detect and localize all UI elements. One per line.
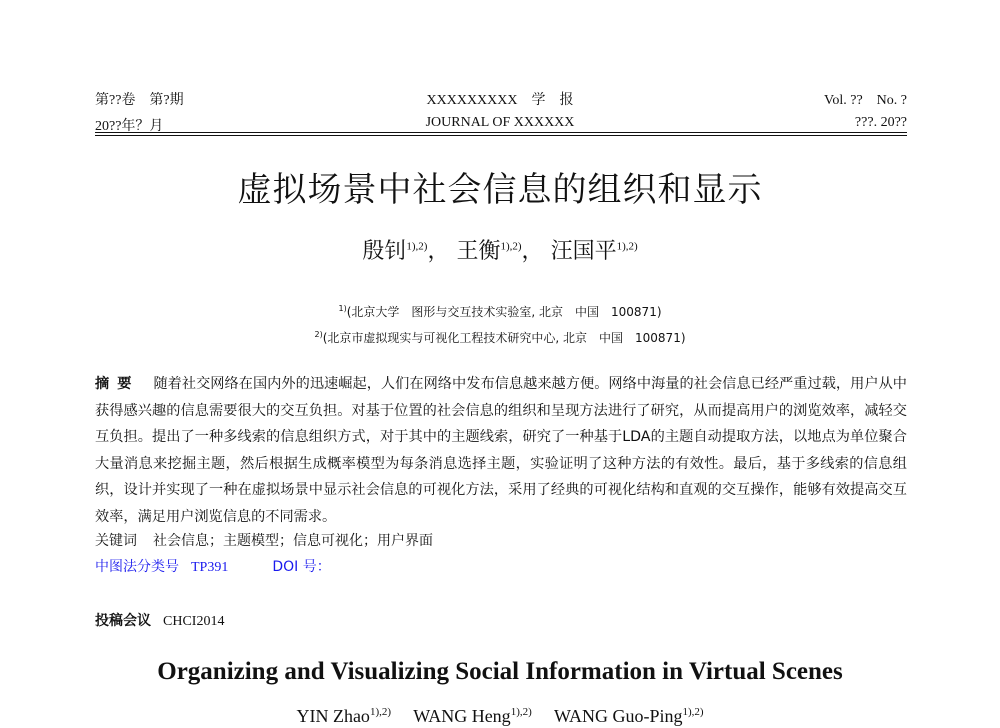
header-rule-bottom: [95, 135, 907, 136]
author-en-2: WANG Heng$^{1),2)}$: [413, 706, 532, 726]
conference: [95, 610, 224, 630]
header-rule-top: [95, 132, 907, 133]
abstract-label: 摘要: [95, 376, 140, 392]
clc-value: TP391: [191, 560, 229, 575]
clc-label: 中图法分类号: [95, 559, 179, 575]
header-date: 20??年？月: [95, 119, 164, 134]
header-volume-issue: 第??卷 第?期: [95, 93, 184, 108]
authors-cn: [0, 234, 1000, 265]
abstract: [95, 371, 907, 530]
author-cn-3: 汪国平$^{1),2)}$: [550, 239, 638, 264]
abstract-text: 随着社交网络在国内外的迅速崛起，人们在网络中发布信息越来越方便。网络中海量的社会信息已经严重过载，用户从中获得感兴趣的信息需要很大的交互负担。对基于位置的社会信息的组织和呈现方法进行了研究，从而提高用户的浏览效率，减轻交互负担。提出了一种多线索的信息组织方式，对于其中的主题线索，研究了一种基于LDA的主题自动提取方法，以地点为单位聚合大量消息来挖掘主题，然后根据生成概率模型为每条消息选择主题，实验证明了这种方法的有效性。最后，基于多线索的信息组织，设计并实现了一种在虚拟场景中显示社会信息的可视化方法，采用了经典的可视化结构和直观的交互操作，能够有效提高交互效率，满足用户浏览信息的不同需求。: [95, 376, 907, 525]
conference-value: CHCI2014: [163, 614, 225, 629]
affiliation-1: $^{1)}$(北京大学 图形与交互技术实验室, 北京 中国 100871): [338, 304, 662, 319]
header-journal-cn: XXXXXXXXX 学 报: [426, 93, 574, 108]
keywords: [95, 530, 433, 550]
paper-title-en: Organizing and Visualizing Social Information in Virtual Scenes: [157, 658, 843, 685]
doi-label: DOI 号：: [272, 559, 331, 575]
paper-title-cn: 虚拟场景中社会信息的组织和显示: [237, 170, 763, 210]
header-vol-no: Vol. ?? No. ?: [824, 93, 907, 108]
author-cn-1: 殷钊$^{1),2)}$，: [362, 239, 450, 264]
header-journal-en: JOURNAL OF XXXXXX: [425, 115, 575, 130]
author-en-1: YIN Zhao$^{1),2)}$: [296, 706, 392, 726]
keywords-label: 关键词: [95, 533, 137, 549]
keywords-text: 社会信息；主题模型；信息可视化；用户界面: [153, 533, 433, 549]
conference-label: 投稿会议: [95, 613, 151, 629]
author-cn-2: 王衡$^{1),2)}$，: [456, 239, 544, 264]
authors-en: [0, 702, 1000, 728]
affiliation-2: $^{2)}$(北京市虚拟现实与可视化工程技术研究中心, 北京 中国 100871): [314, 330, 686, 345]
author-en-3: WANG Guo-Ping$^{1),2)}$: [553, 706, 704, 726]
header-month-year: ???. 20??: [854, 115, 907, 130]
classification: [95, 556, 331, 576]
